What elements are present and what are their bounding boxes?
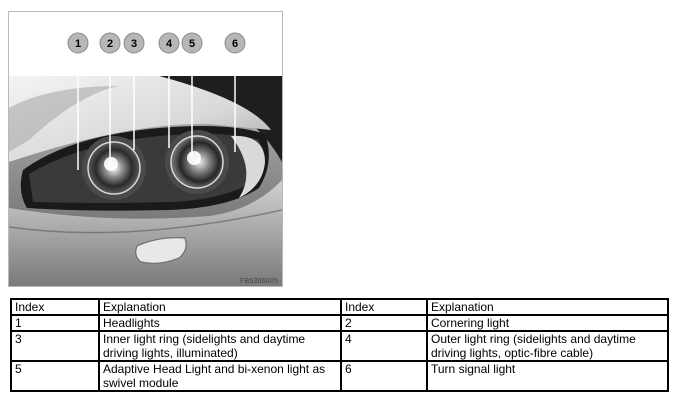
header-explanation: Explanation (99, 299, 341, 315)
explanation-cell: Adaptive Head Light and bi-xenon light as swivel module (99, 361, 341, 391)
explanation-cell: Turn signal light (427, 361, 668, 391)
image-code: FB6306005 (240, 278, 278, 285)
callout-2 (100, 33, 120, 53)
table-header-row (11, 299, 668, 315)
callout-5 (182, 33, 202, 53)
svg-text:3: 3 (130, 38, 138, 50)
index-cell: 3 (11, 331, 99, 361)
callout-4 (159, 33, 179, 53)
svg-text:6: 6 (231, 38, 239, 50)
table-row (11, 315, 668, 331)
index-cell: 6 (341, 361, 427, 391)
svg-text:1: 1 (74, 38, 82, 50)
callout-3 (124, 33, 144, 53)
index-cell: 5 (11, 361, 99, 391)
index-cell: 1 (11, 315, 99, 331)
callout-6 (225, 33, 245, 53)
header-index: Index (341, 299, 427, 315)
headlight-illustration (9, 12, 282, 286)
header-index: Index (11, 299, 99, 315)
index-cell: 2 (341, 315, 427, 331)
explanation-cell: Cornering light (427, 315, 668, 331)
index-cell: 4 (341, 331, 427, 361)
header-explanation: Explanation (427, 299, 668, 315)
svg-text:4: 4 (165, 38, 173, 50)
explanation-cell: Inner light ring (sidelights and daytime driving lights, illuminated) (99, 331, 341, 361)
svg-text:5: 5 (188, 38, 196, 50)
explanation-cell: Headlights (99, 315, 341, 331)
callout-1 (68, 33, 88, 53)
table-row (11, 331, 668, 361)
svg-text:2: 2 (106, 38, 114, 50)
table-row (11, 361, 668, 391)
explanation-cell: Outer light ring (sidelights and daytime driving lights, optic-fibre cable) (427, 331, 668, 361)
headlight-photo (8, 11, 283, 287)
legend-table (10, 298, 669, 392)
